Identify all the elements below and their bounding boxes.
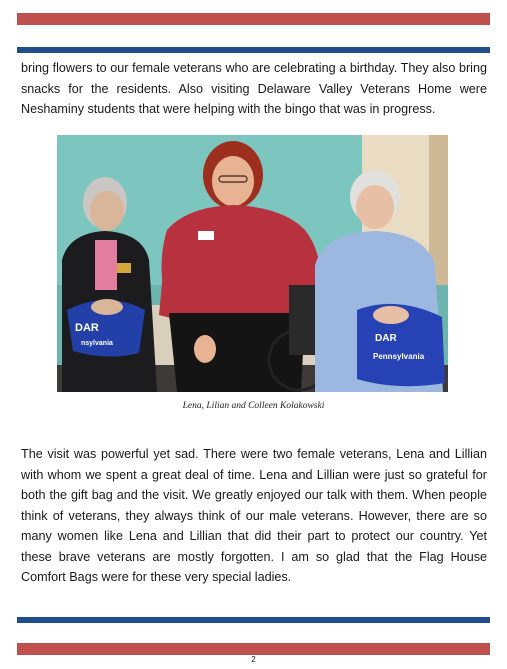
bottom-paragraph: The visit was powerful yet sad. There were two female veterans, Lena and Lillian with whom we spent a great deal of time. Lena and Lillian were just so grateful for both the gift bag and the visit. We greatly enjoyed our talk with them. When people think of veterans, they always think of our male veterans. However, there are so many women like Lena and Lillian that did their part to protect our country. Yet these brave veterans are mostly forgotten. I am so glad that the Flag House Comfort Bags were for these very special ladies. [21, 447, 487, 584]
veterans-photo [57, 135, 448, 392]
left-bag-state-text: nsylvania [81, 340, 113, 347]
left-bag-dar-text: DAR [75, 322, 99, 334]
page-number: 2 [251, 655, 256, 664]
top-red-rule [17, 13, 490, 25]
right-bag-state-text: Pennsylvania [373, 352, 425, 361]
photo-caption: Lena, Lilian and Colleen Kolakowski [182, 401, 325, 411]
top-paragraph: bring flowers to our female veterans who are celebrating a birthday. They also bring snacks for the residents. Also visiting Delaware Valley Veterans Home were Neshaminy students that were helping with the bingo that was in progress. [21, 61, 487, 116]
bottom-red-rule [17, 643, 490, 655]
bottom-blue-rule [17, 617, 490, 623]
top-blue-rule [17, 47, 490, 53]
right-bag-dar-text: DAR [375, 333, 397, 344]
